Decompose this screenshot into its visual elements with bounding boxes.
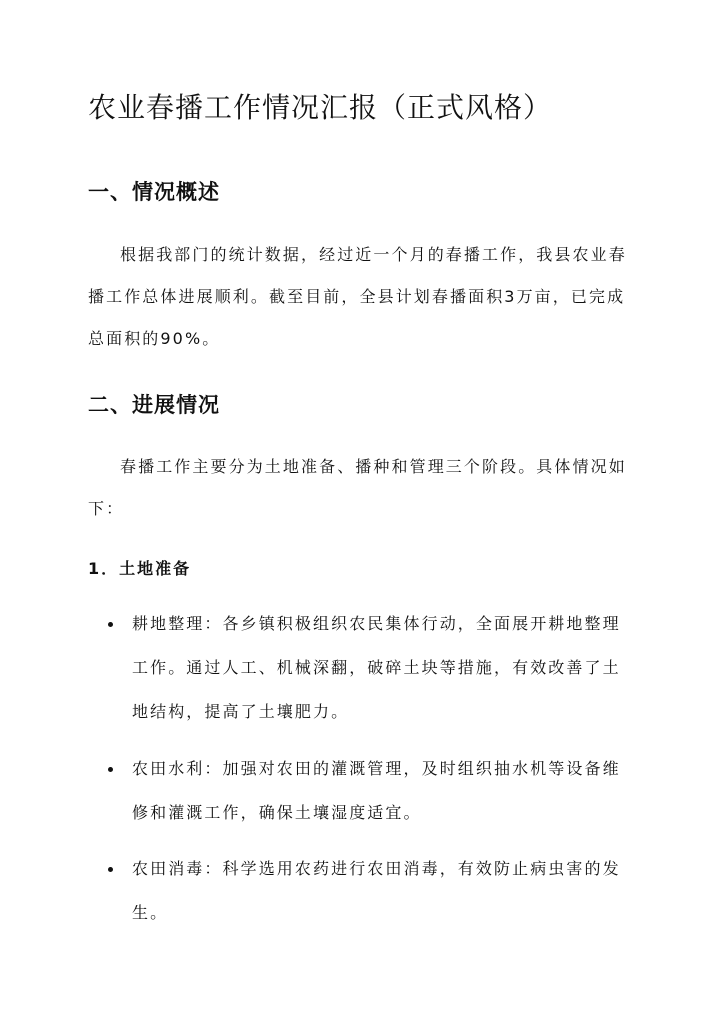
- bullet-icon: [108, 622, 113, 627]
- document-title: 农业春播工作情况汇报（正式风格）: [88, 91, 553, 124]
- section-heading-progress: 二、进展情况: [88, 393, 220, 417]
- section-heading-overview: 一、情况概述: [88, 180, 220, 204]
- paragraph-overview: 根据我部门的统计数据，经过近一个月的春播工作，我县农业春播工作总体进展顺利。截至目前，全县计划春播面积3万亩，已完成总面积的90%。: [88, 245, 627, 348]
- bullet-icon: [108, 767, 113, 772]
- bullet-icon: [108, 867, 113, 872]
- list-item-text: 耕地整理：各乡镇积极组织农民集体行动，全面展开耕地整理工作。通过人工、机械深翻，破碎土块等措施，有效改善了土地结构，提高了土壤肥力。: [132, 614, 621, 721]
- list-item-text: 农田水利：加强对农田的灌溉管理，及时组织抽水机等设备维修和灌溉工作，确保土壤湿度适宜。: [132, 759, 621, 822]
- list-item-text: 农田消毒：科学选用农药进行农田消毒，有效防止病虫害的发生。: [132, 859, 621, 922]
- subsection-heading-land-prep: 1．土地准备: [88, 559, 192, 578]
- paragraph-progress: 春播工作主要分为土地准备、播种和管理三个阶段。具体情况如下：: [88, 457, 627, 518]
